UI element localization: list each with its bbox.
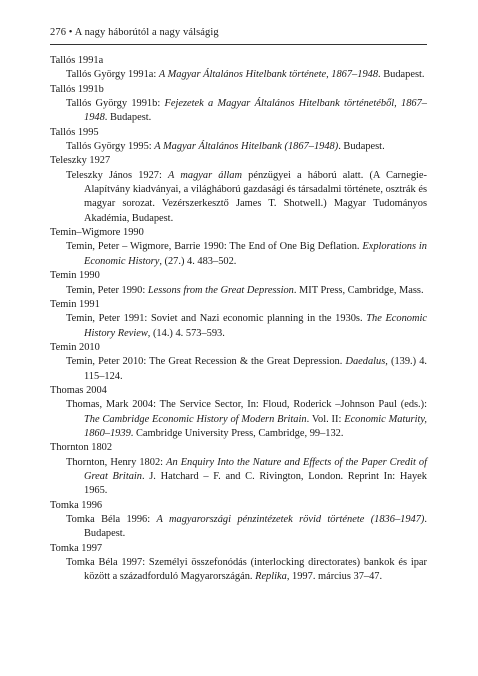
bibliography-entry — [50, 341, 427, 384]
entry-key: Teleszky 1927 — [50, 155, 111, 167]
entry-key: Tallós 1995 — [50, 126, 99, 138]
header-separator: • — [68, 27, 73, 38]
bibliography-entry — [50, 542, 427, 585]
bibliography-entry — [50, 83, 427, 126]
entry-key: Thomas 2004 — [50, 384, 107, 396]
entry-key: Tallós 1991b — [50, 83, 104, 95]
entry-citation: Thornton, Henry 1802: An Enquiry Into the Nature and Effects of the Paper Credit of Great Britain. J. Hatchard – F. and C. Rivington, London. Reprint In: Hayek 1965. — [66, 456, 427, 497]
entry-key: Tomka 1996 — [50, 499, 103, 511]
entry-citation: Tallós György 1995: A Magyar Általános Hitelbank (1867–1948). Budapest. — [66, 141, 385, 153]
entry-citation: Tallós György 1991b: Fejezetek a Magyar Általános Hitelbank történetéből, 1867–1948. Budapest. — [66, 98, 427, 124]
bibliography-entry — [50, 499, 427, 542]
bibliography-entry — [50, 441, 427, 498]
entry-key: Temin 1991 — [50, 298, 100, 310]
entry-citation: Tomka Béla 1997: Személyi összefonódás (interlocking directorates) bankok és ipar között a századforduló Magyarországán. Replika, 1997. március 37–47. — [66, 557, 427, 583]
running-title: A nagy háborútól a nagy válságig — [74, 27, 219, 38]
entry-citation: Tomka Béla 1996: A magyarországi pénzintézetek rövid története (1836–1947). Budapest. — [66, 514, 427, 540]
entry-key: Temin 2010 — [50, 341, 100, 353]
entry-key: Thornton 1802 — [50, 442, 113, 454]
entry-citation: Temin, Peter 2010: The Great Recession & the Great Depression. Daedalus, (139.) 4. 115–124. — [66, 356, 427, 382]
entry-key: Temin 1990 — [50, 270, 100, 282]
bibliography-entry — [50, 298, 427, 341]
running-head — [50, 27, 219, 38]
entry-citation: Temin, Peter 1991: Soviet and Nazi economic planning in the 1930s. The Economic History Review, (14.) 4. 573–593. — [66, 313, 427, 339]
entry-citation: Teleszky János 1927: A magyar állam pénzügyei a háború alatt. (A Carnegie-Alapítvány kiadványai, a világháború gazdasági és társadalmi története, osztrák és magyar sorozat. Vezérszerkesztő James T. Shotwell.) Magyar Tudományos Akadémia, Budapest. — [66, 169, 427, 224]
bibliography-entry — [50, 126, 427, 155]
entry-key: Tomka 1997 — [50, 542, 103, 554]
page-number: 276 — [50, 27, 67, 38]
bibliography-entry — [50, 269, 427, 298]
entry-citation: Temin, Peter – Wigmore, Barrie 1990: The End of One Big Deflation. Explorations in Economic History, (27.) 4. 483–502. — [66, 241, 427, 267]
bibliography-entry — [50, 54, 427, 83]
entry-key: Temin–Wigmore 1990 — [50, 227, 144, 239]
bibliography-list — [50, 54, 427, 585]
bibliography-entry — [50, 226, 427, 269]
header-rule — [50, 44, 427, 45]
bibliography-entry — [50, 384, 427, 441]
entry-citation: Thomas, Mark 2004: The Service Sector, In: Floud, Roderick –Johnson Paul (eds.): The Cambridge Economic History of Modern Britain. Vol. II: Economic Maturity, 1860–1939. Cambridge University Press, Cambridge, 99–132. — [66, 399, 428, 439]
bibliography-entry — [50, 154, 427, 226]
entry-citation: Temin, Peter 1990: Lessons from the Great Depression. MIT Press, Cambridge, Mass. — [66, 284, 424, 296]
entry-key: Tallós 1991a — [50, 55, 104, 66]
entry-citation: Tallós György 1991a: A Magyar Általános Hitelbank története, 1867–1948. Budapest. — [66, 69, 425, 81]
